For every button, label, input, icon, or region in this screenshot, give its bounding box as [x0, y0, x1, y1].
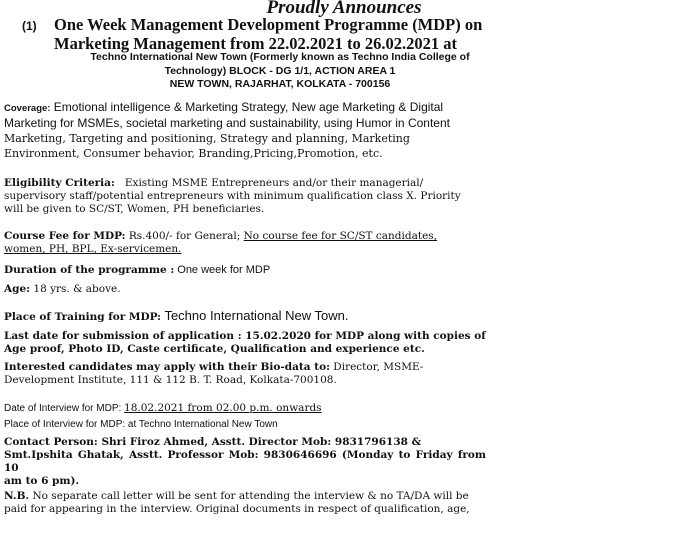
- apply-text: Director, MSME-: [329, 361, 424, 373]
- fee-text: Rs.400/- for General;: [125, 230, 244, 242]
- nb-label: N.B.: [4, 490, 30, 502]
- fee-exemption-2: women, PH, BPL, Ex-servicemen.: [4, 243, 182, 255]
- eligibility-section: [4, 177, 490, 216]
- interview-date-value: 18.02.2021 from 02.00 p.m. onwards: [124, 402, 322, 414]
- last-date-line-2: Age proof, Photo ID, Caste certificate, Qualification and experience etc.: [4, 343, 425, 355]
- nb-section: [4, 490, 490, 516]
- title-line-2: Marketing Management from 22.02.2021 to 26.02.2021 at: [54, 34, 457, 53]
- title-line-1: One Week Management Development Programme (MDP) on: [54, 15, 483, 34]
- venue-line-1: Techno International New Town (Formerly known as Techno India College of: [90, 51, 470, 63]
- contact-line-2: Smt.Ipshita Ghatak, Asstt. Professor Mob: 9830646696 (Monday to Friday from 10: [4, 449, 486, 474]
- interview-date-label: Date of Interview for MDP:: [4, 403, 125, 414]
- eligibility-line-2: supervisory staff/potential entrepreneurs with minimum qualification class X. Priority: [4, 190, 461, 202]
- eligibility-line-1: Existing MSME Entrepreneurs and/or their managerial/: [114, 177, 424, 189]
- apply-address: Development Institute, 111 & 112 B. T. Road, Kolkata-700108.: [4, 374, 337, 386]
- training-place-section: [4, 309, 490, 324]
- apply-section: [4, 361, 490, 387]
- venue-line-3: NEW TOWN, RAJARHAT, KOLKATA - 700156: [169, 78, 391, 90]
- contact-line-1: Contact Person: Shri Firoz Ahmed, Asstt. Director Mob: 9831796138 &: [4, 436, 422, 448]
- apply-label: Interested candidates may apply with their Bio-data to:: [4, 361, 330, 373]
- age-label: Age:: [4, 283, 31, 295]
- eligibility-label: Eligibility Criteria:: [4, 177, 115, 189]
- nb-line-2: paid for appearing in the interview. Original documents in respect of qualification, age,: [4, 503, 470, 515]
- duration-label: Duration of the programme :: [4, 264, 175, 276]
- age-text: 18 yrs. & above.: [30, 283, 121, 295]
- fee-exemption-1: No course fee for SC/ST candidates,: [243, 230, 438, 242]
- contact-section: [4, 436, 486, 488]
- contact-line-3: am to 6 pm).: [4, 475, 80, 487]
- last-date-section: [4, 330, 490, 356]
- fee-label: Course Fee for MDP:: [4, 230, 126, 242]
- duration-text: One week for MDP: [174, 264, 271, 276]
- coverage-label: Coverage:: [4, 103, 51, 114]
- training-place-label: Place of Training for MDP:: [4, 311, 162, 323]
- venue-line-2: Technology) BLOCK - DG 1/1, ACTION AREA 1: [164, 64, 396, 77]
- nb-line-1: No separate call letter will be sent for attending the interview & no TA/DA will be: [29, 490, 469, 502]
- last-date-line-1: Last date for submission of application : 15.02.2020 for MDP along with copies of: [4, 330, 486, 342]
- course-fee-section: [4, 230, 490, 256]
- training-place-text: Techno International New Town.: [161, 308, 349, 323]
- coverage-line-3: Marketing, Targeting and positioning, Strategy and planning, Marketing: [4, 132, 410, 145]
- coverage-line-1: Emotional intelligence & Marketing Strategy, New age Marketing & Digital: [50, 100, 444, 114]
- heading: Proudly Announces: [266, 0, 422, 18]
- programme-title: [22, 16, 522, 53]
- coverage-line-2: Marketing for MSMEs, societal marketing and sustainability, using Humor in Content: [4, 116, 450, 130]
- venue-address: [60, 51, 500, 92]
- duration-section: [4, 264, 490, 277]
- age-section: [4, 283, 490, 296]
- coverage-line-4: Environment, Consumer behavior, Branding,Pricing,Promotion, etc.: [4, 147, 383, 160]
- eligibility-line-3: will be given to SC/ST, Women, PH beneficiaries.: [4, 203, 265, 215]
- interview-date-section: [4, 402, 490, 415]
- coverage-section: [4, 100, 490, 161]
- interview-place: Place of Interview for MDP: at Techno International New Town: [4, 419, 278, 430]
- programme-number: (1): [22, 19, 37, 33]
